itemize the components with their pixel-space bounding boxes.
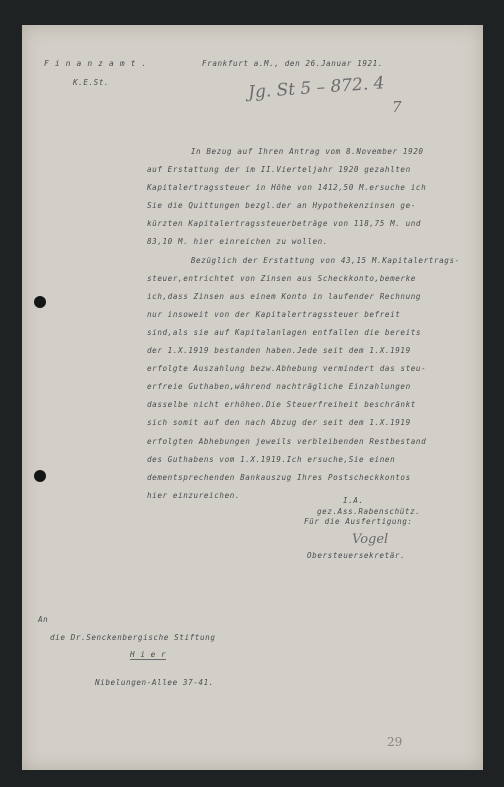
closing-signed-by: gez.Ass.Rabenschütz. — [317, 507, 421, 516]
body-line: In Bezug auf Ihren Antrag vom 8.November 1920 — [165, 147, 424, 156]
body-line: dementsprechenden Bankauszug Ihres Postscheckkontos — [147, 472, 411, 482]
body-line: 83,10 M. hier einreichen zu wollen. — [147, 237, 329, 247]
body-line: erfolgte Auszahlung bezw.Abhebung vermindert das steu- — [147, 364, 427, 374]
body-line: Sie die Quittungen bezgl.der an Hypothekenzinsen ge- — [147, 201, 416, 211]
body-line: dasselbe nicht erhöhen.Die Steuerfreiheit beschränkt — [147, 400, 416, 410]
archive-number: 29 — [387, 735, 403, 749]
body-line: des Guthabens vom 1.X.1919.Ich ersuche,Sie einen — [147, 454, 396, 464]
body-line: hier einzureichen. — [147, 490, 241, 500]
closing-certification: Für die Ausfertigung: — [304, 517, 413, 526]
body-line: Kapitalertragssteuer in Höhe von 1412,50 M.ersuche ich — [147, 183, 427, 193]
body-line: erfreie Guthaben,während nachträgliche Einzahlungen — [147, 382, 411, 392]
body-line: sind,als sie auf Kapitalanlagen entfallen die bereits — [147, 327, 422, 337]
handwritten-reference-mark: 7 — [392, 98, 402, 116]
body-line: kürzten Kapitalertragssteuerbeträge von 118,75 M. und — [147, 219, 422, 229]
body-line: auf Erstattung der im II.Vierteljahr 1920 gezahlten — [147, 165, 411, 175]
address-recipient: die Dr.Senckenbergische Stiftung — [50, 633, 216, 642]
closing-ia: I.A. — [343, 496, 364, 505]
address-to: An — [38, 615, 49, 624]
closing-title: Obersteuersekretär. — [307, 551, 406, 560]
letter-body — [147, 143, 460, 505]
body-line: sich somit auf den nach Abzug der seit dem 1.X.1919 — [147, 418, 411, 428]
address-locality: H i e r — [130, 650, 167, 659]
letterhead-department: K.E.St. — [73, 78, 110, 87]
body-line: ich,dass Zinsen aus einem Konto in laufender Rechnung — [147, 291, 422, 301]
body-line: der 1.X.1919 bestanden haben.Jede seit dem 1.X.1919 — [147, 346, 411, 356]
punch-hole-upper — [34, 296, 46, 308]
place-date: Frankfurt a.M., den 26.Januar 1921. — [202, 59, 384, 68]
handwritten-signature: Vogel — [352, 532, 389, 547]
letterhead-office: F i n a n z a m t . — [44, 59, 147, 68]
body-line: steuer,entrichtet von Zinsen aus Scheckkonto,bemerke — [147, 273, 416, 283]
punch-hole-lower — [34, 470, 46, 482]
body-line: nur insoweit von der Kapitalertragssteuer befreit — [147, 309, 401, 319]
handwritten-reference: Jg. St 5 – 872. 4 — [247, 73, 386, 103]
body-line: Bezüglich der Erstattung von 43,15 M.Kapitalertrags- — [165, 255, 460, 265]
address-street: Nibelungen-Allee 37-41. — [95, 678, 214, 687]
body-line: erfolgten Abhebungen jeweils verbleibenden Restbestand — [147, 436, 427, 446]
